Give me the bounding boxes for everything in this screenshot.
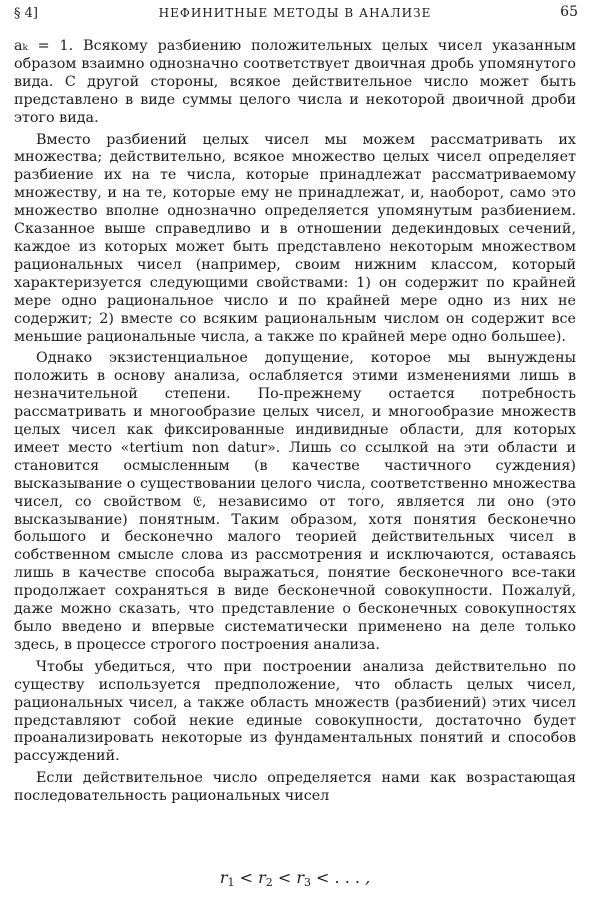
sequence-formula (0, 868, 590, 889)
formula-var: r (296, 868, 304, 887)
formula-sub-3: 3 (303, 876, 311, 889)
section-marker: § 4] (14, 6, 38, 21)
formula-sub-2: 2 (265, 876, 273, 889)
formula-lt-2: < (272, 868, 297, 887)
formula-var: r (258, 868, 266, 887)
paragraph-5: Если действительное число определяется нами как возрастающая последовательность рациональных чисел (14, 770, 576, 805)
paragraph-1: aₖ = 1. Всякому разбиению положительных целых чисел указанным образом взаимно однозначно соответствует двоичная дробь упомянутого вида. С другой стороны, всякое действительное число может быть представлено в виде суммы целого числа и некоторой двоичной дроби этого вида. (14, 38, 576, 126)
formula-tail: < . . . , (310, 868, 371, 887)
formula-lt-1: < (234, 868, 259, 887)
page-number: 65 (560, 4, 578, 20)
running-header (0, 4, 590, 26)
paragraph-3: Однако экзистенциальное допущение, которое мы вынуждены положить в основу анализа, ослабляется этими изменениями лишь в незначительной степени. По-прежнему остается потребность рассматривать и многообразие целых чисел, и многообразие множеств целых чисел как фиксированные индивидные области, для которых имеет место «tertium non datur». Лишь со ссылкой на эти области и становится осмысленным (в качестве частичного суждения) высказывание о существовании целого числа, соответственно множества чисел, со свойством 𝔈, независимо от того, является ли оно (это высказывание) понятным. Таким образом, хотя понятия бесконечно большого и бесконечно малого теорией действительных чисел в собственном смысле слова из рассмотрения и исключаются, оставаясь лишь в качестве способа выражаться, понятие бесконечного все-таки продолжает сохраняться в виде бесконечной совокупности. Пожалуй, даже можно сказать, что представление о бесконечных совокупностях было введено и впервые систематически применено на деле только здесь, в процессе строгого построения анализа. (14, 350, 576, 653)
paragraph-4: Чтобы убедиться, что при построении анализа действительно по существу используется предположение, что область целых чисел, рациональных чисел, а также область множеств (разбиений) этих чисел представляют собой некие единые совокупности, достаточно будет проанализировать некоторые из фундаментальных понятий и способов рассуждений. (14, 658, 576, 765)
paragraph-2: Вместо разбиений целых чисел мы можем рассматривать их множества; действительно, всякое множество целых чисел определяет разбиение их на те числа, которые принадлежат рассматриваемому множеству, и на те, которые ему не принадлежат, и, наоборот, само это множество вполне однозначно определяется упомянутым разбиением. Сказанное выше справедливо и в отношении дедекиндовых сечений, каждое из которых может быть представлено некоторым множеством рациональных чисел (например, своим нижним классом, который характеризуется следующими свойствами: 1) он содержит по крайней мере одно рациональное число и по крайней мере одно из них не содержит; 2) вместе со всяким рациональным числом он содержит все меньшие рациональные числа, а также по крайней мере одно большее). (14, 131, 576, 345)
formula-var: r (219, 868, 228, 887)
running-title: НЕФИНИТНЫЕ МЕТОДЫ В АНАЛИЗЕ (158, 6, 432, 20)
body-text (14, 38, 576, 806)
formula-sub-1: 1 (227, 876, 235, 889)
